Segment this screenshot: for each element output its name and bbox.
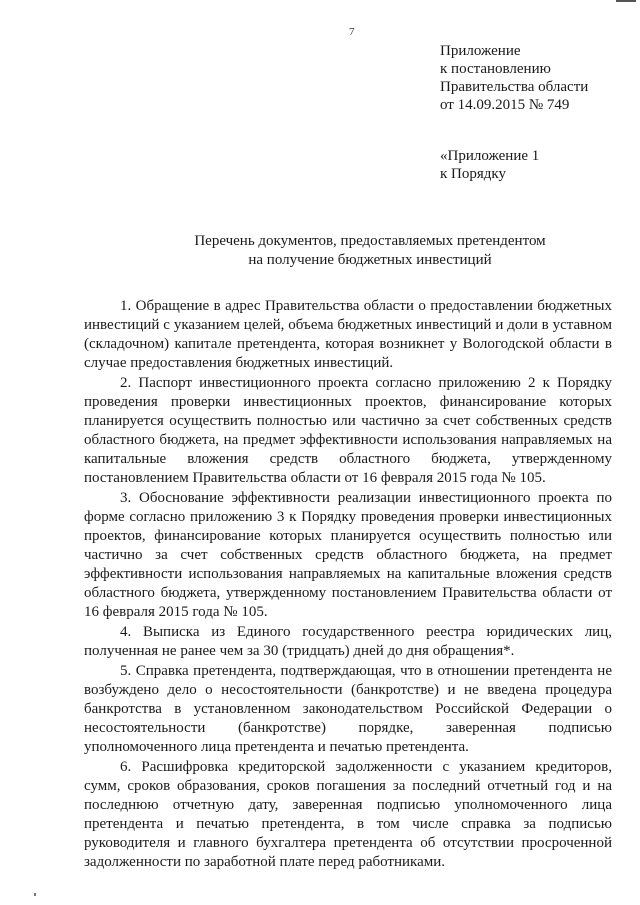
list-item: 2. Паспорт инвестиционного проекта согласно приложению 2 к Порядку проведения проверки инвестиционных проектов, финансирование которых планируется осуществить полностью или частично за счет собственных средств областного бюджета, на предмет эффективности использования направляемых на капитальные вложения средств областного бюджета, утвержденному постановлением Правительства области от 16 февраля 2015 года № 105. <box>84 375 612 486</box>
title-line: на получение бюджетных инвестиций <box>248 252 492 268</box>
annex-line: от 14.09.2015 № 749 <box>440 97 570 113</box>
scan-speck <box>34 893 36 896</box>
title-line: Перечень документов, предоставляемых претендентом <box>194 233 546 249</box>
document-title <box>150 232 590 270</box>
annex-line: Приложение <box>440 43 521 59</box>
list-item: 6. Расшифровка кредиторской задолженности с указанием кредиторов, сумм, сроков образования, сроков погашения за последний отчетный год и на последнюю отчетную дату, заверенная подписью уполномоченного лица претендента и печатью претендента, в том числе справка за подписью руководителя и главного бухгалтера претендента об отсутствии просроченной задолженности по заработной плате перед работниками. <box>84 759 612 870</box>
scan-edge-mark <box>616 0 636 2</box>
list-item: 1. Обращение в адрес Правительства области о предоставлении бюджетных инвестиций с указанием целей, объема бюджетных инвестиций и доли в уставном (складочном) капитале претендента, которая возникнет у Вологодской области в случае предоставления бюджетных инвестиций. <box>84 298 612 371</box>
page-number: 7 <box>349 26 355 38</box>
annex-header <box>440 42 588 114</box>
annex-inner-line: «Приложение 1 <box>440 148 540 164</box>
annex-line: к постановлению <box>440 61 551 77</box>
annex-inner-line: к Порядку <box>440 166 506 182</box>
list-item: 3. Обоснование эффективности реализации инвестиционного проекта по форме согласно приложению 3 к Порядку проведения проверки инвестиционных проектов, финансирование которых планируется осуществить полностью или частично за счет собственных средств областного бюджета, на предмет эффективности использования направляемых на капитальные вложения средств областного бюджета, утвержденному постановлением Правительства области от 16 февраля 2015 года № 105. <box>84 490 612 620</box>
list-item: 5. Справка претендента, подтверждающая, что в отношении претендента не возбуждено дело о несостоятельности (банкротстве) и не введена процедура банкротства в установленном законодательством Российской Федерации о несостоятельности (банкротстве) порядке, заверенная подписью уполномоченного лица претендента и печатью претендента. <box>84 663 612 755</box>
list-item: 4. Выписка из Единого государственного реестра юридических лиц, полученная не ранее чем за 30 (тридцать) дней до дня обращения*. <box>84 624 612 659</box>
annex-inner-header <box>440 147 539 183</box>
document-body <box>84 297 612 872</box>
annex-line: Правительства области <box>440 79 589 95</box>
